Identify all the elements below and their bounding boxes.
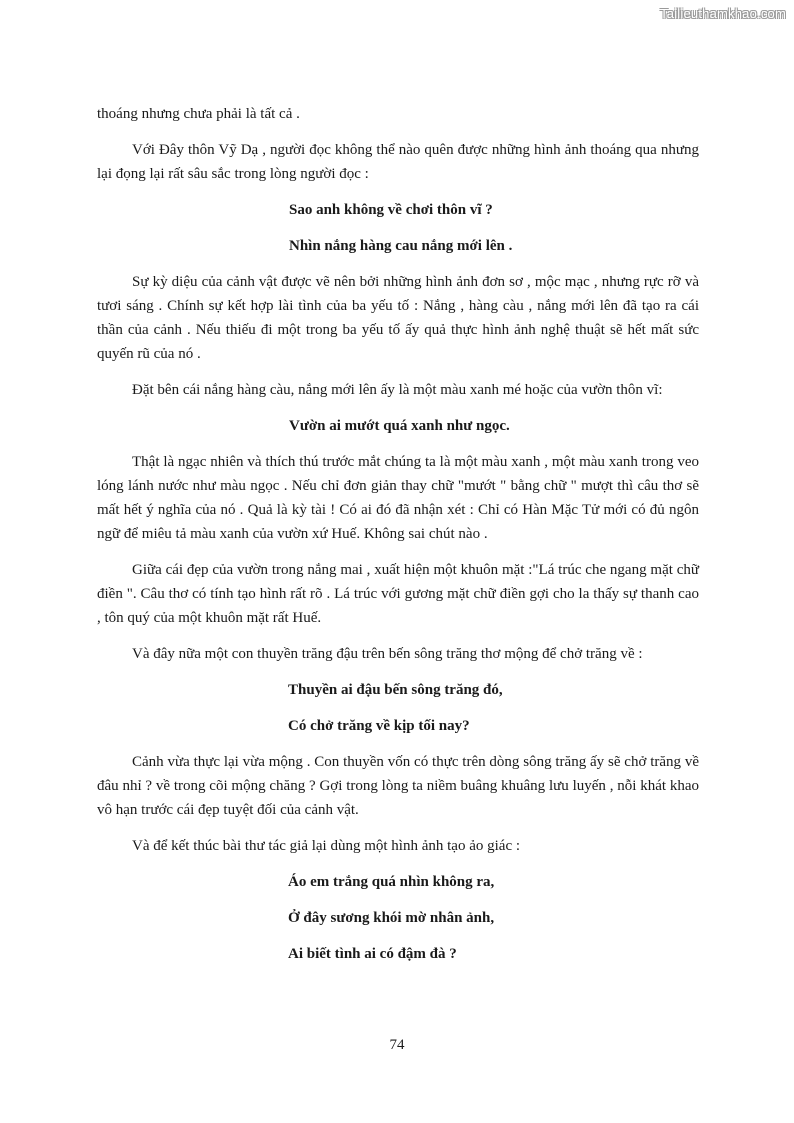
paragraph: Thật là ngạc nhiên và thích thú trước mắt chúng ta là một màu xanh , một màu xanh trong veo lóng lánh nước như màu ngọc . Nếu chỉ đơn giản thay chữ "mướt " bằng chữ " mượt thì câu thơ sẽ mất hết ý nghĩa của nó . Quả là kỳ tài ! Có ai đó đã nhận xét : Chỉ có Hàn Mặc Tử mới có đủ ngôn ngữ để miêu tả màu xanh của vườn xứ Huế. Không sai chút nào . — [97, 454, 699, 542]
paragraph: Đặt bên cái nắng hàng càu, nắng mới lên ấy là một màu xanh mé hoặc của vườn thôn vĩ: — [132, 382, 663, 398]
verse-line: Ai biết tình ai có đậm đà ? — [288, 946, 457, 962]
paragraph: Giữa cái đẹp của vườn trong nắng mai , xuất hiện một khuôn mặt :"Lá trúc che ngang mặt chữ điền ". Câu thơ có tính tạo hình rất rõ . Lá trúc với gương mặt chữ điền gợi cho la thấy sự thanh cao , tôn quý của một khuôn mặt rất Huế. — [97, 562, 699, 626]
verse-line: Vườn ai mướt quá xanh như ngọc. — [289, 418, 510, 434]
paragraph: Với Đây thôn Vỹ Dạ , người đọc không thể nào quên được những hình ảnh thoáng qua nhưng lại đọng lại rất sâu sắc trong lòng người đọc : — [97, 142, 699, 182]
paragraph: Và đây nữa một con thuyền trăng đậu trên bến sông trăng thơ mộng để chở trăng về : — [132, 646, 643, 662]
paragraph: Và để kết thúc bài thư tác giả lại dùng một hình ảnh tạo ảo giác : — [132, 838, 521, 854]
paragraph: Sự kỳ diệu của cảnh vật được vẽ nên bởi những hình ảnh đơn sơ , mộc mạc , nhưng rực rỡ và tươi sáng . Chính sự kết hợp lài tình của ba yếu tố : Nắng , hàng càu , nắng mới lên đã tạo ra cái thần của cảnh . Nếu thiếu đi một trong ba yếu tố ấy quả thực hình ảnh nghệ thuật sẽ hết mất sức quyến rũ của nó . — [97, 274, 699, 362]
verse-line: Sao anh không về chơi thôn vĩ ? — [289, 202, 493, 218]
verse-line: Nhìn nắng hàng cau nắng mới lên . — [289, 238, 513, 254]
verse-stanza — [97, 414, 699, 438]
verse-line: Có chở trăng về kịp tối nay? — [288, 718, 470, 734]
page-number: 74 — [389, 1037, 405, 1053]
verse-stanza — [97, 198, 699, 258]
verse-line: Thuyền ai đậu bến sông trăng đó, — [288, 682, 503, 698]
verse-line: Áo em trắng quá nhìn không ra, — [288, 874, 495, 890]
verse-line: Ở đây sương khói mờ nhân ảnh, — [288, 910, 495, 926]
watermark-text: Tailieuthamkhao.com — [660, 6, 786, 21]
paragraph: Cảnh vừa thực lại vừa mộng . Con thuyền vốn có thực trên dòng sông trăng ấy sẽ chở trăng về đâu nhỉ ? về trong cõi mộng chăng ? Gợi trong lòng ta niềm buâng khuâng lưu luyến , nỗi khát khao vô hạn trước cái đẹp tuyệt đối của cảnh vật. — [97, 754, 699, 818]
document-body — [97, 102, 699, 978]
verse-stanza — [97, 870, 699, 966]
verse-stanza — [97, 678, 699, 738]
paragraph: thoáng nhưng chưa phải là tất cả . — [97, 106, 300, 122]
